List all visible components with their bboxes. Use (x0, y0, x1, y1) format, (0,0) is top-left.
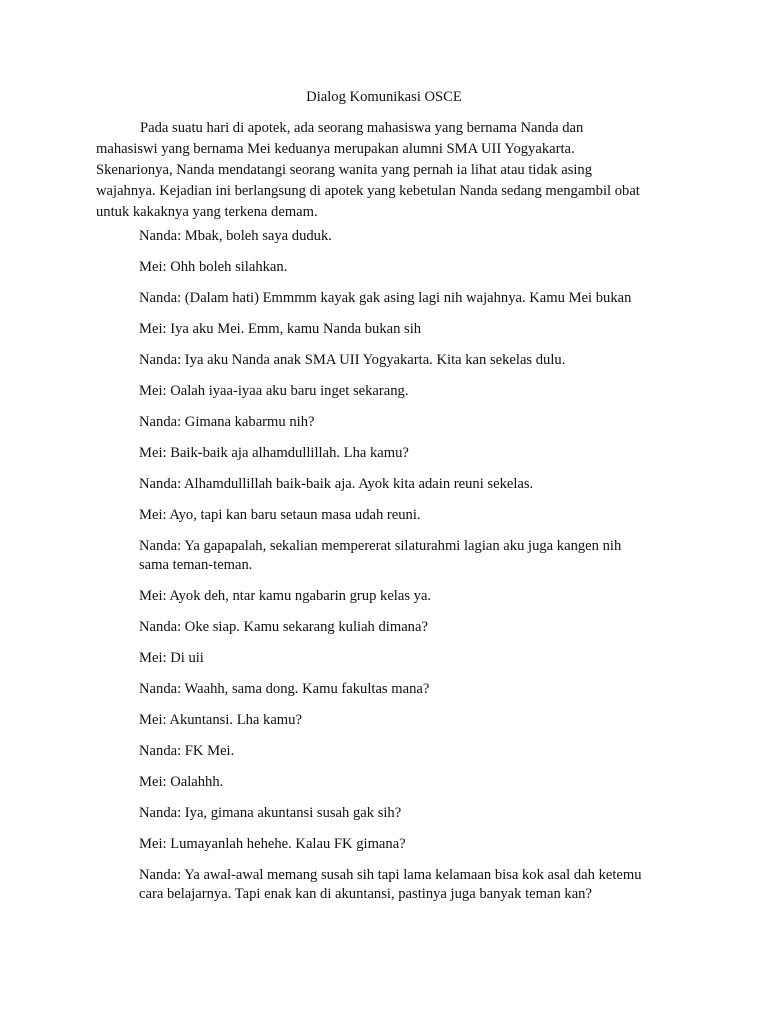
intro-line: Pada suatu hari di apotek, ada seorang mahasiswa yang bernama Nanda dan (140, 120, 584, 136)
dialog-line (139, 649, 699, 668)
dialog-list (139, 227, 699, 916)
intro-line: untuk kakaknya yang terkena demam. (96, 204, 318, 220)
dialog-line (139, 382, 699, 401)
dialog-text: Nanda: Ya gapapalah, sekalian mempererat silaturahmi lagian aku juga kangen nih (139, 538, 622, 554)
dialog-line (139, 537, 699, 575)
intro-paragraph (96, 118, 680, 223)
dialog-line (139, 618, 699, 637)
dialog-text: Mei: Lumayanlah hehehe. Kalau FK gimana? (139, 836, 406, 852)
dialog-text: Mei: Ohh boleh silahkan. (139, 259, 288, 275)
dialog-line (139, 866, 699, 904)
dialog-text: cara belajarnya. Tapi enak kan di akuntansi, pastinya juga banyak teman kan? (139, 886, 592, 902)
dialog-text: sama teman-teman. (139, 557, 253, 573)
dialog-line (139, 711, 699, 730)
dialog-text: Mei: Di uii (139, 650, 204, 666)
dialog-line (139, 227, 699, 246)
dialog-text: Nanda: Ya awal-awal memang susah sih tapi lama kelamaan bisa kok asal dah ketemu (139, 867, 642, 883)
dialog-line (139, 804, 699, 823)
dialog-text: Nanda: Oke siap. Kamu sekarang kuliah dimana? (139, 619, 428, 635)
dialog-line (139, 444, 699, 463)
intro-line: Skenarionya, Nanda mendatangi seorang wanita yang pernah ia lihat atau tidak asing (96, 162, 593, 178)
intro-line: mahasiswi yang bernama Mei keduanya merupakan alumni SMA UII Yogyakarta. (96, 141, 575, 157)
dialog-line (139, 320, 699, 339)
document-title: Dialog Komunikasi OSCE (306, 89, 462, 105)
dialog-line (139, 835, 699, 854)
dialog-line (139, 587, 699, 606)
dialog-text: Mei: Oalah iyaa-iyaa aku baru inget sekarang. (139, 383, 409, 399)
dialog-text: Nanda: Alhamdullillah baik-baik aja. Ayok kita adain reuni sekelas. (139, 476, 534, 492)
dialog-text: Mei: Ayok deh, ntar kamu ngabarin grup kelas ya. (139, 588, 432, 604)
dialog-line (139, 680, 699, 699)
dialog-text: Nanda: Waahh, sama dong. Kamu fakultas mana? (139, 681, 430, 697)
dialog-line (139, 289, 699, 308)
dialog-line (139, 773, 699, 792)
dialog-text: Nanda: Iya, gimana akuntansi susah gak sih? (139, 805, 402, 821)
dialog-line (139, 351, 699, 370)
dialog-text: Mei: Akuntansi. Lha kamu? (139, 712, 302, 728)
dialog-text: Nanda: FK Mei. (139, 743, 235, 759)
dialog-text: Mei: Oalahhh. (139, 774, 224, 790)
dialog-text: Mei: Ayo, tapi kan baru setaun masa udah reuni. (139, 507, 421, 523)
dialog-text: Mei: Baik-baik aja alhamdullillah. Lha kamu? (139, 445, 409, 461)
dialog-text: Nanda: Iya aku Nanda anak SMA UII Yogyakarta. Kita kan sekelas dulu. (139, 352, 566, 368)
dialog-line (139, 475, 699, 494)
intro-line: wajahnya. Kejadian ini berlangsung di apotek yang kebetulan Nanda sedang mengambil obat (96, 183, 640, 199)
dialog-line (139, 742, 699, 761)
dialog-text: Nanda: (Dalam hati) Emmmm kayak gak asing lagi nih wajahnya. Kamu Mei bukan (139, 290, 632, 306)
dialog-text: Nanda: Gimana kabarmu nih? (139, 414, 315, 430)
dialog-line (139, 506, 699, 525)
dialog-line (139, 258, 699, 277)
dialog-text: Mei: Iya aku Mei. Emm, kamu Nanda bukan sih (139, 321, 422, 337)
dialog-text: Nanda: Mbak, boleh saya duduk. (139, 228, 332, 244)
dialog-line (139, 413, 699, 432)
